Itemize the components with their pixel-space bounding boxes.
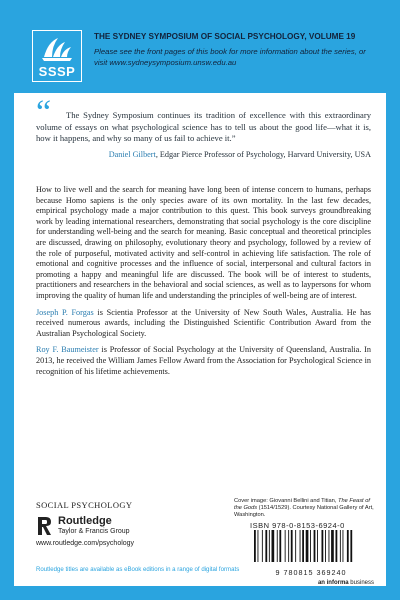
subject-category: SOCIAL PSYCHOLOGY [36, 500, 133, 510]
barcode-number: 9 780815 369240 [275, 568, 347, 577]
quote-text: The Sydney Symposium continues its tradition of excellence with this extraordinary volume of essays on what psychological science has to tell us about the good life—what it is, how it happens, and why so many of us fail to achieve it.” [36, 110, 371, 143]
publisher-name: Routledge [58, 515, 112, 527]
sssp-logo [32, 30, 82, 82]
cover-credit-title: The Feast of the Gods [234, 498, 370, 512]
quote-affiliation: , Edgar Pierce Professor of Psychology, Harvard University, USA [155, 149, 371, 159]
publisher-logo [36, 515, 176, 555]
editor-bio-forgas [36, 308, 371, 340]
isbn-barcode [250, 521, 372, 575]
series-header [14, 14, 386, 93]
editor-bio-baumeister [36, 345, 371, 377]
informa-note [318, 580, 374, 586]
editor-name: Joseph P. Forgas [36, 307, 94, 317]
opera-house-icon [40, 36, 74, 62]
publisher-group: Taylor & Francis Group [58, 528, 130, 535]
publisher-website[interactable]: www.routledge.com/psychology [36, 540, 135, 547]
cover-credit-rest: (1514/1529). Courtesy National Gallery of Art, Washington. [234, 505, 374, 519]
isbn-text: ISBN 978-0-8153-6924-0 [250, 521, 345, 530]
logo-text: SSSP [38, 64, 76, 79]
quote-mark: “ [36, 94, 52, 131]
endorsement-quote [36, 94, 371, 159]
description-paragraph: How to live well and the search for meaning have long been of intense concern to humans, perhaps because Homo sapiens is the only species aware of its own mortality. In the last few decades, empirical psychology made a major contribution to this quest. This book surveys groundbreaking work by leading international researchers, demonstrating that social psychology is the core discipline for understanding well-being and the search for meaning. Basic conceptual and theoretical principles are discussed, drawing on philosophy, evolutionary theory and psychology, followed by a review of the role of purposeful, motivated activity and self-control in achieving life satisfaction. The role of emotional and cognitive processes and the influence of social, interpersonal and cultural factors in promoting a happy and meaningful life are discussed. The book will be of interest to students, practitioners and researchers in the behavioral and social sciences, as well as to laypersons for whom improving the quality of human life and understanding the principles of well-being are of interest. [36, 185, 371, 300]
informa-rest: business [348, 580, 374, 586]
editor-name: Roy F. Baumeister [36, 345, 99, 355]
back-cover [14, 14, 386, 586]
routledge-r-icon [36, 515, 53, 537]
informa-strong: an informa [317, 580, 349, 586]
editor-bio: is Professor of Social Psychology at the University of Queensland, Australia. In 2013, he received the William James Fellow Award from the Association for Psychological Science in recognition of his lifetime achievements. [36, 345, 371, 376]
quote-author: Daniel Gilbert [108, 149, 156, 159]
book-description [36, 185, 371, 383]
cover-image-credit [234, 498, 374, 520]
series-title: THE SYDNEY SYMPOSIUM OF SOCIAL PSYCHOLOGY, VOLUME 19 [94, 32, 356, 41]
barcode-icon [250, 530, 372, 562]
series-note: Please see the front pages of this book for more information about the series, or visit www.sydneysymposium.unsw.edu.au [94, 47, 366, 67]
editor-bio: is Scientia Professor at the University of New South Wales, Australia. He has received numerous awards, including the Distinguished Scientific Contribution Award from the Australian Psychological Society. [36, 307, 371, 338]
ebook-note: Routledge titles are available as eBook editions in a range of digital formats [36, 566, 240, 573]
cover-credit-label: Cover image: Giovanni Bellini and Titian, [234, 498, 339, 504]
quote-attribution [36, 150, 371, 159]
